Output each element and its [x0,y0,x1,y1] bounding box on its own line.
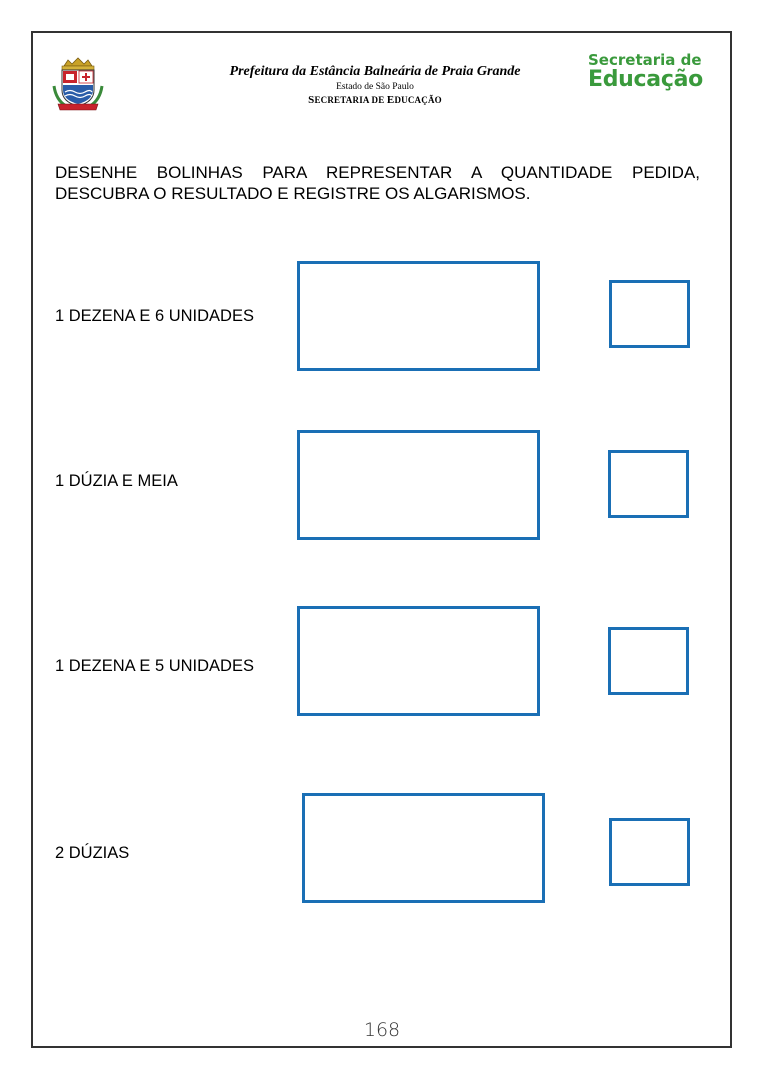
instructions [55,162,700,204]
header-text-block [160,63,590,107]
exercise-2-label: 1 DÚZIA E MEIA [55,472,178,490]
department-text-2: DUCAÇÃO [394,95,442,105]
exercise-1-answer-box[interactable] [609,280,690,348]
instructions-line-2: DESCUBRA O RESULTADO E REGISTRE OS ALGARISMOS. [55,184,531,203]
header-department [160,93,590,107]
department-initial-1: S [308,94,315,106]
exercise-1-label: 1 DEZENA E 6 UNIDADES [55,307,254,325]
exercise-3-drawing-box[interactable] [297,606,540,716]
education-logo-top: Secretaria de [588,51,702,69]
header-state: Estado de São Paulo [336,82,414,92]
exercise-1-drawing-box[interactable] [297,261,540,371]
exercise-2-answer-box[interactable] [608,450,689,518]
education-logo [588,53,703,91]
department-initial-2: E [386,94,395,106]
coat-of-arms-icon [50,56,106,112]
exercise-2-drawing-box[interactable] [297,430,540,540]
instructions-line-1: DESENHE BOLINHAS PARA REPRESENTAR A QUANTIDADE PEDIDA, [55,163,700,182]
exercise-4-drawing-box[interactable] [302,793,545,903]
page-number: 168 [363,1019,401,1041]
department-text-1: ECRETARIA DE [314,95,387,105]
education-logo-bottom: Educação [588,67,703,92]
header-title: Prefeitura da Estância Balneária de Praia Grande [229,64,521,79]
exercise-4-label: 2 DÚZIAS [55,844,130,862]
exercise-4-answer-box[interactable] [609,818,690,886]
exercise-3-answer-box[interactable] [608,627,689,695]
exercise-3-label: 1 DEZENA E 5 UNIDADES [55,657,254,675]
